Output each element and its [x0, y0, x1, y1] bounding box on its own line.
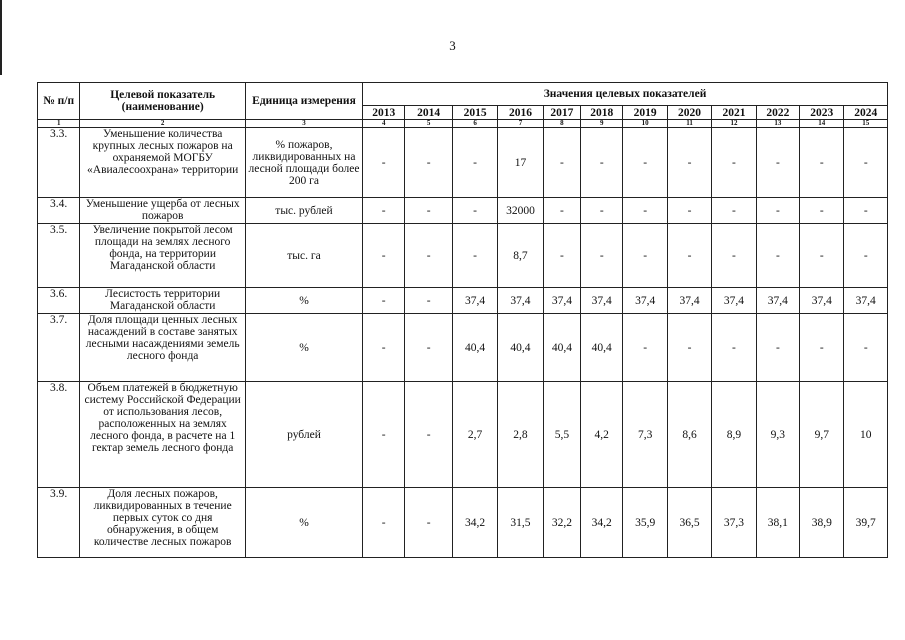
value-cell: - — [363, 288, 405, 314]
value-cell: - — [405, 128, 452, 198]
row-number: 3.6. — [38, 288, 80, 314]
year-header: 2013 — [363, 106, 405, 120]
column-number: 11 — [667, 120, 711, 128]
value-cell: - — [581, 128, 623, 198]
value-cell: - — [712, 128, 756, 198]
value-cell: 40,4 — [581, 314, 623, 382]
table-row — [38, 128, 888, 198]
table-row — [38, 382, 888, 488]
value-cell: - — [452, 198, 497, 224]
value-cell: - — [543, 198, 580, 224]
value-cell: - — [712, 224, 756, 288]
value-cell: 34,2 — [581, 488, 623, 558]
header-row — [38, 83, 888, 106]
value-cell: - — [712, 314, 756, 382]
column-number: 15 — [844, 120, 888, 128]
value-cell: - — [844, 314, 888, 382]
value-cell: - — [712, 198, 756, 224]
value-cell: 37,4 — [844, 288, 888, 314]
target-indicators-table — [37, 82, 888, 558]
value-cell: 2,8 — [498, 382, 543, 488]
value-cell: - — [543, 224, 580, 288]
value-cell: - — [623, 314, 667, 382]
value-cell: - — [844, 224, 888, 288]
value-cell: - — [581, 198, 623, 224]
value-cell: 32000 — [498, 198, 543, 224]
column-number: 4 — [363, 120, 405, 128]
header-indicator: Целевой показатель (наименование) — [80, 83, 246, 120]
value-cell: - — [844, 198, 888, 224]
row-number: 3.3. — [38, 128, 80, 198]
column-number: 13 — [756, 120, 799, 128]
column-number: 5 — [405, 120, 452, 128]
value-cell: 37,4 — [452, 288, 497, 314]
column-number: 9 — [581, 120, 623, 128]
value-cell: - — [405, 488, 452, 558]
column-number: 7 — [498, 120, 543, 128]
table-row — [38, 314, 888, 382]
value-cell: 9,3 — [756, 382, 799, 488]
value-cell: - — [667, 198, 711, 224]
year-header: 2022 — [756, 106, 799, 120]
value-cell: - — [405, 314, 452, 382]
value-cell: 37,4 — [712, 288, 756, 314]
value-cell: - — [363, 314, 405, 382]
value-cell: 37,4 — [667, 288, 711, 314]
value-cell: - — [623, 128, 667, 198]
value-cell: 40,4 — [543, 314, 580, 382]
value-cell: - — [363, 224, 405, 288]
value-cell: 35,9 — [623, 488, 667, 558]
value-cell: 31,5 — [498, 488, 543, 558]
header-values-group: Значения целевых показателей — [363, 83, 888, 106]
value-cell: - — [363, 488, 405, 558]
value-cell: - — [756, 314, 799, 382]
value-cell: 8,9 — [712, 382, 756, 488]
value-cell: 37,4 — [581, 288, 623, 314]
column-number: 14 — [800, 120, 844, 128]
unit-cell: тыс. га — [245, 224, 362, 288]
unit-cell: % — [245, 314, 362, 382]
value-cell: 17 — [498, 128, 543, 198]
value-cell: 37,4 — [756, 288, 799, 314]
value-cell: - — [543, 128, 580, 198]
column-number: 6 — [452, 120, 497, 128]
indicator-name: Объем платежей в бюджетную систему Российской Федерации от использования лесов, расположенных на землях лесного фонда, в расчете на 1 гектар земель лесного фонда — [80, 382, 246, 488]
column-number: 10 — [623, 120, 667, 128]
value-cell: 5,5 — [543, 382, 580, 488]
value-cell: - — [800, 224, 844, 288]
value-cell: - — [405, 382, 452, 488]
value-cell: 38,1 — [756, 488, 799, 558]
value-cell: 37,4 — [498, 288, 543, 314]
row-number: 3.4. — [38, 198, 80, 224]
value-cell: - — [581, 224, 623, 288]
year-header: 2021 — [712, 106, 756, 120]
value-cell: - — [800, 128, 844, 198]
column-numbers-row — [38, 120, 888, 128]
value-cell: 4,2 — [581, 382, 623, 488]
year-header: 2023 — [800, 106, 844, 120]
unit-cell: % — [245, 288, 362, 314]
value-cell: - — [363, 128, 405, 198]
value-cell: - — [363, 198, 405, 224]
value-cell: - — [623, 224, 667, 288]
value-cell: - — [800, 198, 844, 224]
value-cell: 34,2 — [452, 488, 497, 558]
value-cell: - — [452, 224, 497, 288]
value-cell: 2,7 — [452, 382, 497, 488]
table-row — [38, 488, 888, 558]
value-cell: - — [363, 382, 405, 488]
row-number: 3.8. — [38, 382, 80, 488]
value-cell: - — [844, 128, 888, 198]
value-cell: - — [623, 198, 667, 224]
value-cell: 40,4 — [452, 314, 497, 382]
column-number: 3 — [245, 120, 362, 128]
year-header: 2017 — [543, 106, 580, 120]
value-cell: - — [667, 314, 711, 382]
table-row — [38, 224, 888, 288]
value-cell: - — [405, 198, 452, 224]
column-number: 8 — [543, 120, 580, 128]
value-cell: - — [452, 128, 497, 198]
column-number: 2 — [80, 120, 246, 128]
indicator-name: Уменьшение количества крупных лесных пожаров на охраняемой МОГБУ «Авиалесоохрана» территории — [80, 128, 246, 198]
value-cell: - — [800, 314, 844, 382]
indicator-name: Доля лесных пожаров, ликвидированных в течение первых суток со дня обнаружения, в общем количестве лесных пожаров — [80, 488, 246, 558]
indicator-name: Доля площади ценных лесных насаждений в составе занятых лесными насаждениями земель лесного фонда — [80, 314, 246, 382]
indicator-name: Увеличение покрытой лесом площади на землях лесного фонда, на территории Магаданской области — [80, 224, 246, 288]
indicator-name: Уменьшение ущерба от лесных пожаров — [80, 198, 246, 224]
value-cell: 37,4 — [623, 288, 667, 314]
value-cell: 32,2 — [543, 488, 580, 558]
value-cell: 37,4 — [543, 288, 580, 314]
value-cell: 8,6 — [667, 382, 711, 488]
year-header: 2015 — [452, 106, 497, 120]
unit-cell: тыс. рублей — [245, 198, 362, 224]
value-cell: - — [756, 198, 799, 224]
header-unit: Единица измерения — [245, 83, 362, 120]
unit-cell: % — [245, 488, 362, 558]
value-cell: - — [667, 128, 711, 198]
row-number: 3.9. — [38, 488, 80, 558]
value-cell: 7,3 — [623, 382, 667, 488]
value-cell: 38,9 — [800, 488, 844, 558]
year-header: 2020 — [667, 106, 711, 120]
row-number: 3.7. — [38, 314, 80, 382]
unit-cell: % пожаров, ликвидированных на лесной площади более 200 га — [245, 128, 362, 198]
value-cell: 40,4 — [498, 314, 543, 382]
column-number: 1 — [38, 120, 80, 128]
value-cell: 9,7 — [800, 382, 844, 488]
table-body — [38, 128, 888, 558]
value-cell: 37,4 — [800, 288, 844, 314]
year-header: 2014 — [405, 106, 452, 120]
indicator-name: Лесистость территории Магаданской области — [80, 288, 246, 314]
table-row — [38, 198, 888, 224]
value-cell: 8,7 — [498, 224, 543, 288]
row-number: 3.5. — [38, 224, 80, 288]
value-cell: - — [405, 288, 452, 314]
page-number: 3 — [449, 38, 456, 53]
year-header: 2024 — [844, 106, 888, 120]
unit-cell: рублей — [245, 382, 362, 488]
value-cell: 37,3 — [712, 488, 756, 558]
value-cell: 39,7 — [844, 488, 888, 558]
table-row — [38, 288, 888, 314]
value-cell: - — [667, 224, 711, 288]
value-cell: - — [405, 224, 452, 288]
header-num: № п/п — [38, 83, 80, 120]
year-header: 2019 — [623, 106, 667, 120]
value-cell: 36,5 — [667, 488, 711, 558]
year-header: 2016 — [498, 106, 543, 120]
value-cell: - — [756, 128, 799, 198]
value-cell: 10 — [844, 382, 888, 488]
year-header: 2018 — [581, 106, 623, 120]
value-cell: - — [756, 224, 799, 288]
column-number: 12 — [712, 120, 756, 128]
